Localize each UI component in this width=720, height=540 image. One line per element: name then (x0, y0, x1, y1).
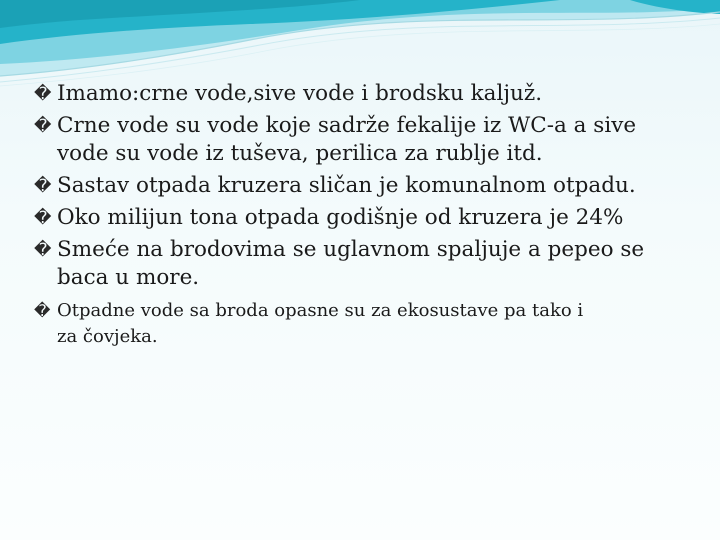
bullet-text: Smeće na brodovima se uglavnom spaljuje a pepeo se (57, 237, 645, 262)
bullet-text: Sastav otpada kruzera sličan je komunalnom otpadu. (57, 173, 636, 198)
bullet-item-4 (34, 204, 694, 232)
bullet-icon: � (34, 176, 52, 196)
bullet-text: Oko milijun tona otpada godišnje od kruzera je 24% (57, 205, 624, 230)
bullet-item-1 (34, 80, 694, 108)
bullet-item-6 (34, 298, 694, 350)
bullet-icon: � (34, 301, 51, 320)
bullet-item-3 (34, 172, 694, 200)
bullet-icon: � (34, 116, 52, 136)
bullet-icon: � (34, 84, 52, 104)
bullet-icon: � (34, 240, 52, 260)
header-wave-decoration (0, 0, 720, 90)
bullet-text-continuation: za čovjeka. (57, 326, 158, 347)
bullet-text: Crne vode su vode koje sadrže fekalije iz WC-a a sive (57, 113, 637, 138)
bullet-list (34, 80, 694, 350)
bullet-text-continuation: vode su vode iz tuševa, perilica za rublje itd. (57, 141, 543, 166)
bullet-icon: � (34, 208, 52, 228)
bullet-item-2 (34, 112, 694, 168)
bullet-text-continuation: baca u more. (57, 265, 200, 290)
bullet-text: Imamo:crne vode,sive vode i brodsku kaljuž. (57, 81, 543, 106)
bullet-text: Otpadne vode sa broda opasne su za ekosustave pa tako i (57, 300, 584, 321)
bullet-item-5 (34, 236, 694, 292)
